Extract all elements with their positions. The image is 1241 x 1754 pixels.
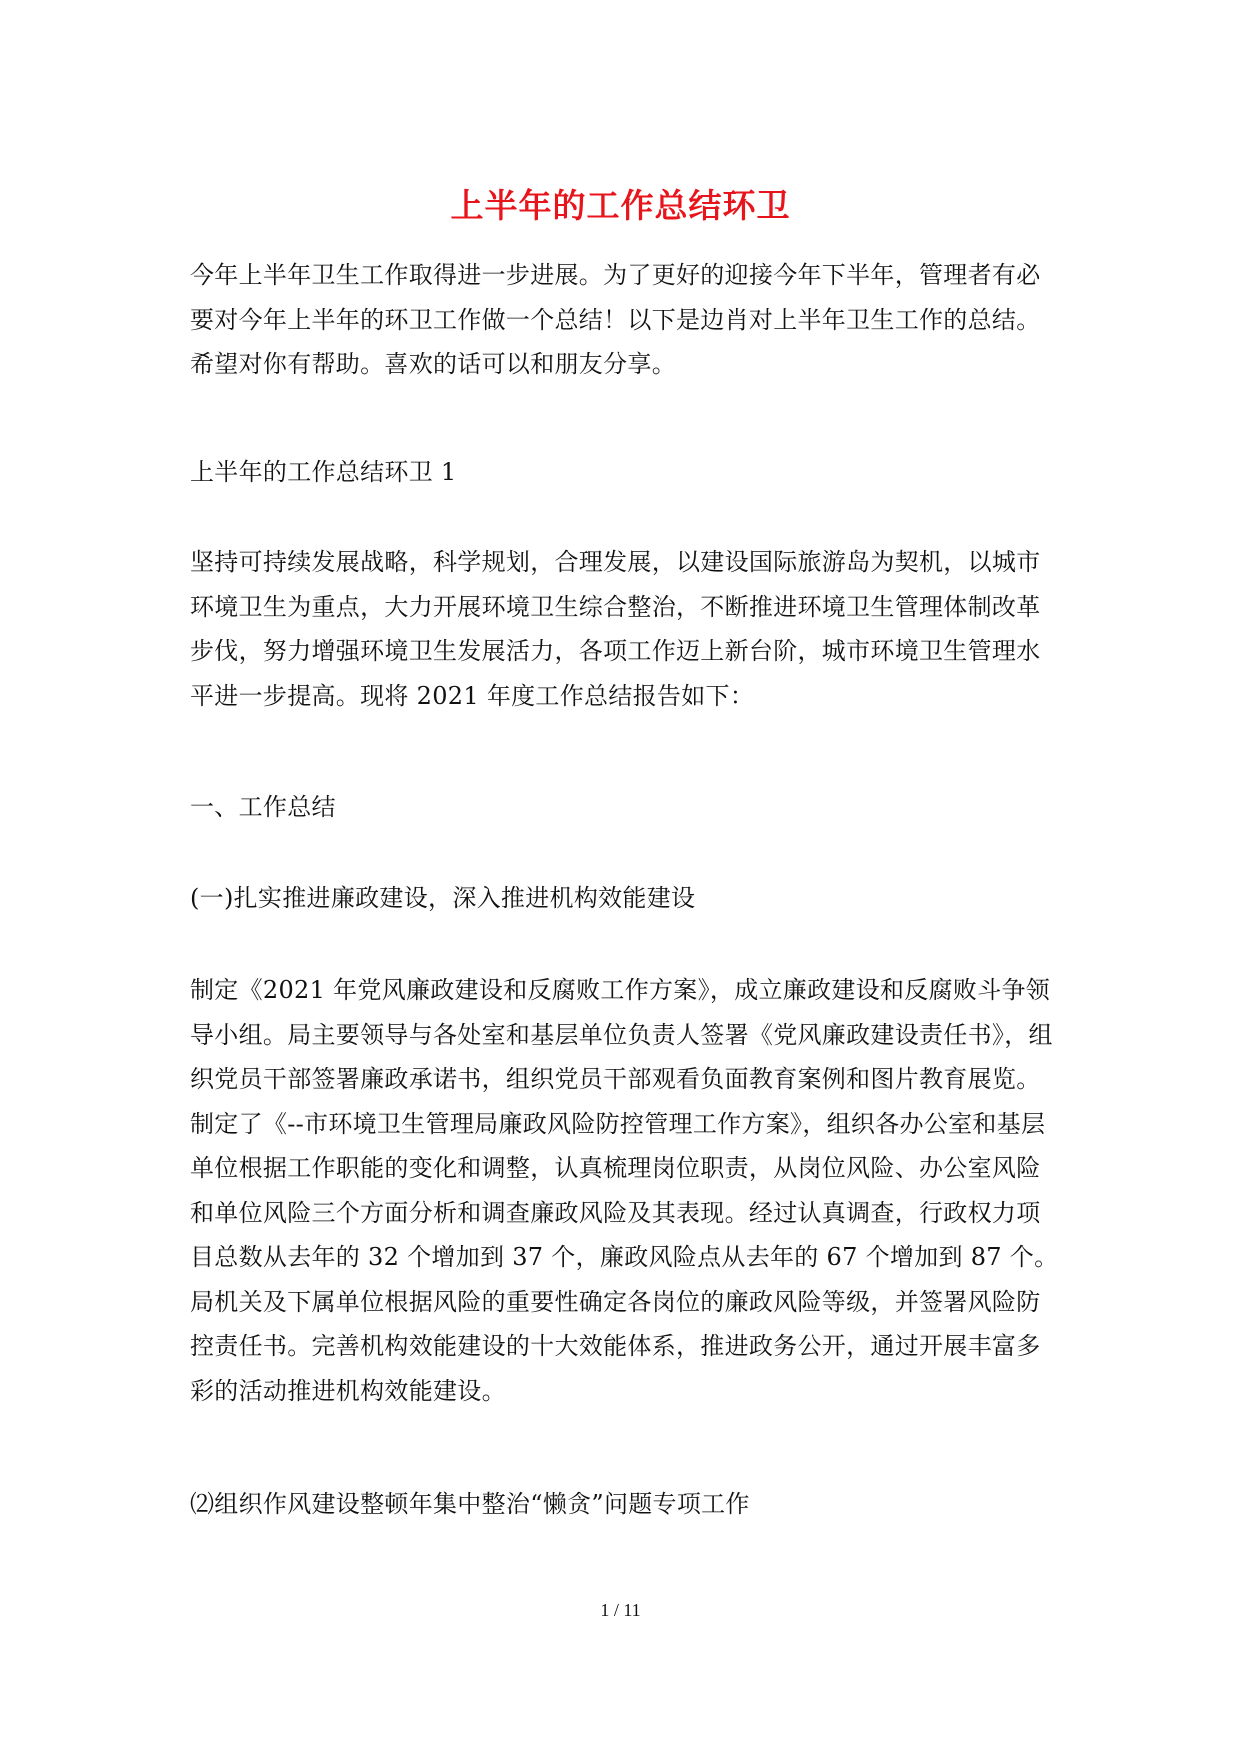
heading-work-summary: 一、工作总结 (190, 793, 336, 821)
document-title: 上半年的工作总结环卫 (450, 186, 791, 225)
paragraph-2: 制定《2021 年党风廉政建设和反腐败工作方案》，成立廉政建设和反腐败斗争领导小组。局主要领导与各处室和基层单位负责人签署《党风廉政建设责任书》，组织党员干部签署廉政承诺书，组织党员干部观看负面教育案例和图片教育展览。制定了《--市环境卫生管理局廉政风险防控管理工作方案》，组织各办公室和基层单位根据工作职能的变化和调整，认真梳理岗位职责，从岗位风险、办公室风险和单位风险三个方面分析和调查廉政风险及其表现。经过认真调查，行政权力项目总数从去年的 32 个增加到 37 个，廉政风险点从去年的 67 个增加到 87 个。局机关及下属单位根据风险的重要性确定各岗位的廉政风险等级，并签署风险防控责任书。完善机构效能建设的十大效能体系，推进政务公开，通过开展丰富多彩的活动推进机构效能建设。 (190, 976, 1059, 1405)
subheading-1: (一)扎实推进廉政建设，深入推进机构效能建设 (190, 884, 696, 912)
intro-paragraph: 今年上半年卫生工作取得进一步进展。为了更好的迎接今年下半年，管理者有必要对今年上半年的环卫工作做一个总结！以下是边肖对上半年卫生工作的总结。希望对你有帮助。喜欢的话可以和朋友分享。 (190, 261, 1041, 378)
section-title: 上半年的工作总结环卫 1 (190, 458, 457, 486)
paragraph-1: 坚持可持续发展战略，科学规划，合理发展，以建设国际旅游岛为契机，以城市环境卫生为重点，大力开展环境卫生综合整治，不断推进环境卫生管理体制改革步伐，努力增强环境卫生发展活力，各项工作迈上新台阶，城市环境卫生管理水平进一步提高。现将 2021 年度工作总结报告如下： (190, 548, 1041, 710)
page-number: 1 / 11 (600, 1600, 641, 1620)
subheading-2: ⑵组织作风建设整顿年集中整治“懒贪”问题专项工作 (190, 1490, 750, 1518)
